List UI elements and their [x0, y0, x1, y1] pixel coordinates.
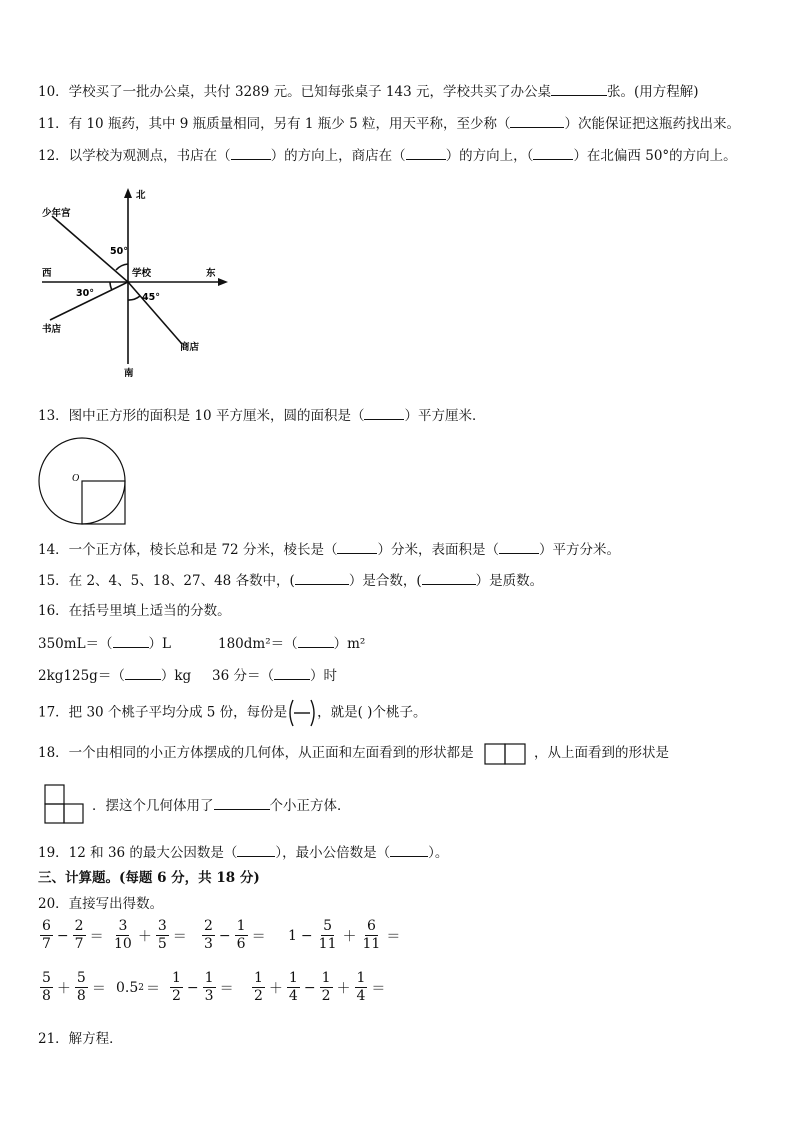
question-16-title: 16．在括号里填上适当的分数。 [38, 603, 231, 619]
answer-blank[interactable] [295, 571, 349, 585]
question-18 [38, 742, 669, 765]
q16-d-unit: ）时 [309, 668, 337, 684]
youth-palace-label: 少年宫 [42, 208, 71, 219]
q13-text: 13．图中正方形的面积是 10 平方厘米，圆的面积是（ [38, 408, 365, 424]
q18-text-4: 个小正方体． [269, 798, 351, 814]
q18-text-3: ．摆这个几何体用了 [92, 798, 214, 814]
school-label: 学校 [132, 268, 152, 279]
circle-square-figure [36, 436, 132, 528]
q16-item-c [38, 666, 191, 685]
answer-blank[interactable] [499, 540, 539, 554]
q15-text-2: ）是合数，( [348, 573, 422, 589]
bookstore-label: 书店 [42, 324, 62, 335]
angle-arc-50 [116, 264, 128, 270]
north-label: 北 [136, 190, 146, 201]
q15-text: 15．在 2、4、5、18、27、48 各数中，( [38, 573, 295, 589]
q16-item-d [212, 666, 337, 685]
angle-30-label: 30° [76, 288, 94, 299]
q13-text-end: ）平方厘米． [404, 408, 486, 424]
answer-blank[interactable] [390, 843, 428, 857]
q15-text-3: ）是质数。 [475, 573, 544, 589]
answer-blank[interactable] [422, 571, 476, 585]
q16-a-unit: ）L [148, 636, 172, 652]
q14-text-3: ）平方分米。 [538, 542, 620, 558]
q16-b-label: 180dm²＝（ [218, 636, 298, 652]
q16-item-a [38, 634, 171, 653]
question-17 [38, 698, 426, 728]
shop-label: 商店 [180, 342, 200, 353]
answer-blank[interactable] [125, 666, 161, 680]
q10-text: 10．学校买了一批办公桌，共付 3289 元。已知每张桌子 143 元，学校共买了办公桌 [38, 84, 551, 100]
question-21-title: 21．解方程． [38, 1031, 123, 1047]
expr-7: $\frac{1}{2}$ − $\frac{1}{3}$ ＝ [172, 970, 234, 1004]
q17-text-end: ，就是( )个桃子。 [317, 704, 427, 721]
q18-text-2: ，从上面看到的形状是 [533, 745, 669, 761]
answer-blank[interactable] [274, 666, 310, 680]
question-13 [38, 406, 485, 425]
q11-text: 11．有 10 瓶药，其中 9 瓶质量相同，另有 1 瓶少 5 粒，用天平称，至少称（ [38, 116, 511, 132]
expr-3: $\frac{2}{3}$ − $\frac{1}{6}$ ＝ [204, 918, 266, 952]
answer-blank[interactable] [510, 114, 564, 128]
expr-4: 1 − $\frac{5}{11}$ ＋ $\frac{6}{11}$ ＝ [288, 918, 401, 952]
south-label: 南 [124, 368, 134, 378]
answer-blank[interactable] [214, 796, 270, 810]
q16-c-unit: ）kg [160, 668, 192, 684]
q19-text-3: ）。 [428, 845, 449, 861]
angle-arc-45 [128, 296, 140, 300]
east-arrow-icon [218, 278, 228, 286]
q12-text-3: ）的方向上，（ [445, 148, 534, 164]
q16-a-label: 350mL＝（ [38, 636, 113, 652]
q16-c-label: 2kg125g＝（ [38, 668, 125, 684]
answer-blank[interactable] [364, 406, 404, 420]
expr-5: $\frac{5}{8}$ ＋ $\frac{5}{8}$ ＝ [42, 970, 106, 1004]
angle-arc-30 [110, 282, 112, 290]
angle-45-label: 45° [142, 292, 160, 303]
compass-diagram [36, 186, 236, 378]
fraction-blank[interactable] [287, 698, 317, 728]
expr-1: $\frac{6}{7}$ − $\frac{2}{7}$ ＝ [42, 918, 104, 952]
expr-2: $\frac{3}{10}$ ＋ $\frac{3}{5}$ ＝ [114, 918, 187, 952]
q16-b-unit: ）m² [333, 636, 366, 652]
question-15 [38, 571, 543, 590]
top-view-icon [44, 784, 84, 824]
q19-text: 19．12 和 36 的最大公因数是（ [38, 845, 238, 861]
east-label: 东 [206, 268, 216, 279]
q14-text: 14．一个正方体，棱长总和是 72 分米，棱长是（ [38, 542, 338, 558]
answer-blank[interactable] [237, 843, 275, 857]
q16-d-label: 36 分＝（ [212, 668, 274, 684]
answer-blank[interactable] [113, 634, 149, 648]
answer-blank[interactable] [551, 82, 607, 96]
expr-6: 0.5 2 ＝ [116, 980, 160, 997]
q11-text-end: ）次能保证把这瓶药找出来。 [564, 116, 740, 132]
q16-item-b [218, 634, 365, 653]
north-arrow-icon [124, 188, 132, 198]
q19-text-2: ），最小公倍数是（ [275, 845, 391, 861]
answer-blank[interactable] [298, 634, 334, 648]
answer-blank[interactable] [337, 540, 377, 554]
question-18-cont [92, 796, 351, 815]
answer-blank[interactable] [231, 146, 271, 160]
question-19 [38, 843, 448, 862]
q10-text-end: 张。(用方程解) [606, 84, 699, 100]
q12-text: 12．以学校为观测点，书店在（ [38, 148, 231, 164]
question-12 [38, 146, 737, 165]
front-view-icon [484, 743, 528, 765]
q12-text-2: ）的方向上，商店在（ [270, 148, 406, 164]
q14-text-2: ）分米，表面积是（ [377, 542, 499, 558]
west-label: 西 [42, 268, 52, 279]
q12-text-4: ）在北偏西 50°的方向上。 [573, 148, 737, 164]
question-11 [38, 114, 740, 133]
question-10 [38, 82, 699, 101]
answer-blank[interactable] [533, 146, 573, 160]
expr-8: $\frac{1}{2}$ ＋ $\frac{1}{4}$ − $\frac{1}{2}$ ＋ $\frac{1}{4}$ ＝ [254, 970, 386, 1004]
question-14 [38, 540, 620, 559]
q17-text: 17．把 30 个桃子平均分成 5 份，每份是 [38, 704, 288, 721]
answer-blank[interactable] [406, 146, 446, 160]
angle-50-label: 50° [110, 246, 128, 257]
section-3-title: 三、计算题。(每题 6 分，共 18 分) [38, 870, 260, 886]
q18-text: 18．一个由相同的小正方体摆成的几何体，从正面和左面看到的形状都是 [38, 745, 474, 761]
question-20-title: 20．直接写出得数。 [38, 896, 164, 912]
center-label: O [72, 473, 80, 484]
